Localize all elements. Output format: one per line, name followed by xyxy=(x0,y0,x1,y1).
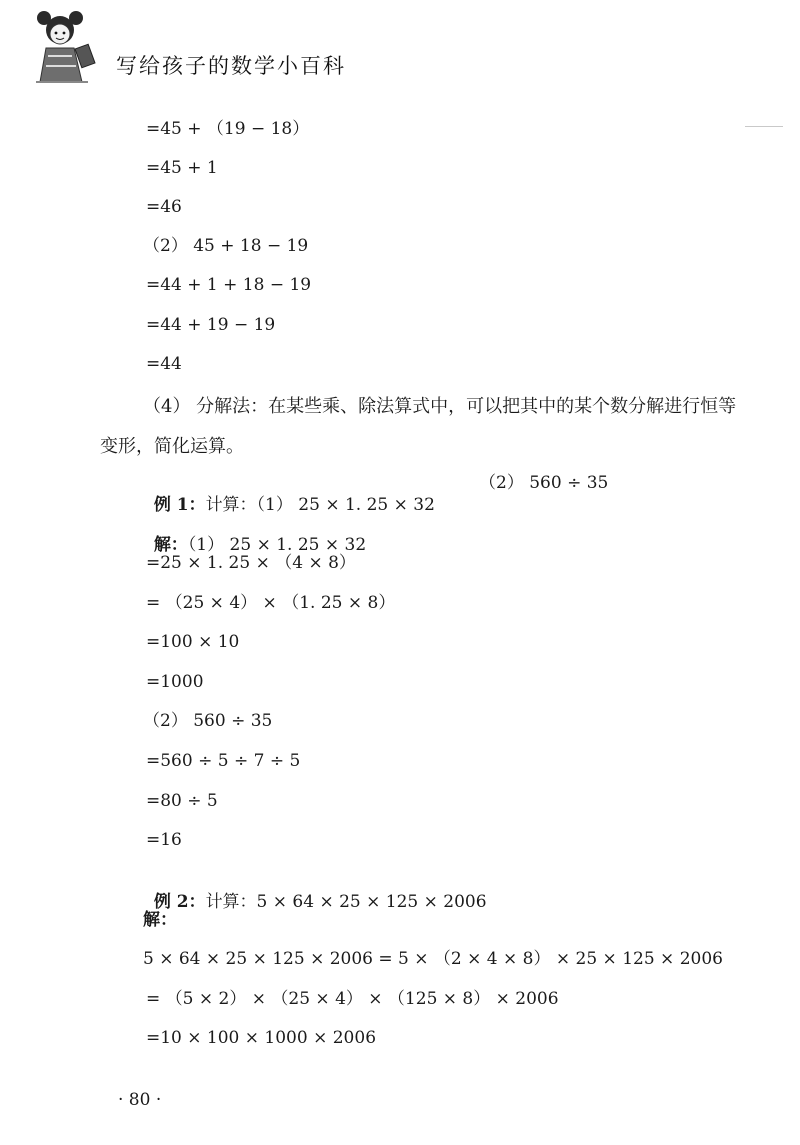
solution-step: 5 × 64 × 25 × 125 × 2006 = 5 × （2 × 4 × 8） × 25 × 125 × 2006 xyxy=(143,949,723,969)
solution-step: =25 × 1. 25 × （4 × 8） xyxy=(146,553,356,573)
page-header xyxy=(22,8,362,90)
solution-step: =16 xyxy=(146,830,182,850)
example-2-text: 计算：5 × 64 × 25 × 125 × 2006 xyxy=(205,892,487,912)
equation-line: =44 xyxy=(146,354,182,374)
equation-line: =45 + （19 − 18） xyxy=(146,119,310,139)
solution-step: （2） 560 ÷ 35 xyxy=(143,711,273,731)
scan-mark xyxy=(745,126,783,127)
solution-2-label: 解： xyxy=(143,910,177,930)
girl-avatar-icon xyxy=(22,8,112,90)
method-paragraph: （4） 分解法：在某些乘、除法算式中，可以把其中的某个数分解进行恒等变形，简化运算。 xyxy=(100,396,737,457)
solution-step: =80 ÷ 5 xyxy=(146,791,218,811)
example-1-text: 计算：（1） 25 × 1. 25 × 32 xyxy=(205,495,435,515)
example-1-part-2: （2） 560 ÷ 35 xyxy=(479,473,609,493)
solution-step: = （25 × 4） × （1. 25 × 8） xyxy=(146,593,396,613)
solution-step: =560 ÷ 5 ÷ 7 ÷ 5 xyxy=(146,751,301,771)
page-number: · 80 · xyxy=(118,1090,162,1110)
solution-1-label: 解： xyxy=(153,535,188,555)
equation-line: =46 xyxy=(146,197,182,217)
solution-1 xyxy=(143,512,366,556)
solution-step: =100 × 10 xyxy=(146,632,240,652)
solution-step: = （5 × 2） × （25 × 4） × （125 × 8） × 2006 xyxy=(146,989,559,1009)
example-2 xyxy=(143,869,487,913)
equation-line: （2） 45 + 18 − 19 xyxy=(143,236,309,256)
solution-1-text: （1） 25 × 1. 25 × 32 xyxy=(187,535,367,555)
equation-line: =45 + 1 xyxy=(146,158,218,178)
example-1-label: 例 1： xyxy=(153,495,206,515)
equation-line: =44 + 19 − 19 xyxy=(146,315,276,335)
solution-step: =10 × 100 × 1000 × 2006 xyxy=(146,1028,377,1048)
example-1 xyxy=(143,472,435,516)
example-2-label: 例 2： xyxy=(153,892,206,912)
solution-step: =1000 xyxy=(146,672,204,692)
book-title: 写给孩子的数学小百科 xyxy=(116,54,346,78)
equation-line: =44 + 1 + 18 − 19 xyxy=(146,275,312,295)
